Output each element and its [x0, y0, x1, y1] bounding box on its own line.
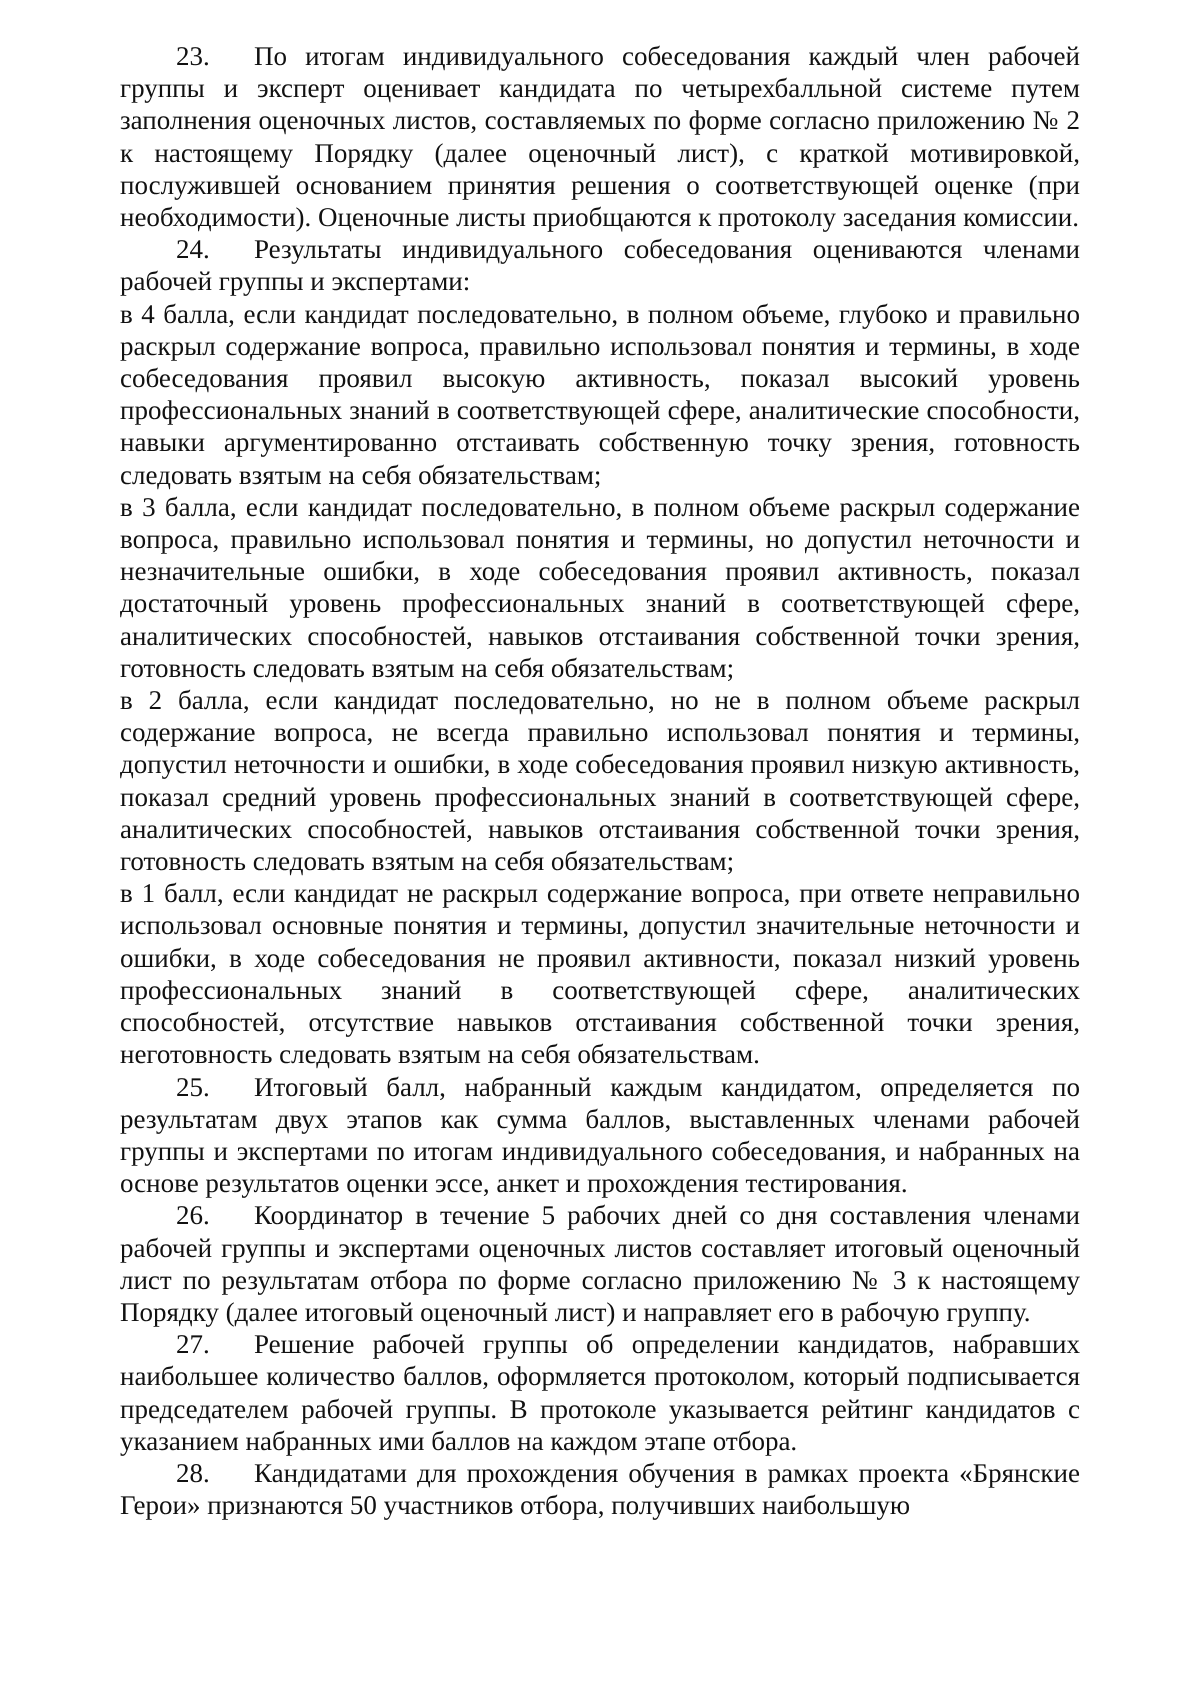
- grade-2-criteria: [120, 684, 1080, 877]
- document-page: [120, 40, 1080, 1521]
- paragraph-text: По итогам индивидуального собеседования каждый член рабочей группы и эксперт оценивает кандидата по четырехбалльной системе путем заполнения оценочных листов, составляемых по форме согласно приложению № 2 к настоящему Порядку (далее оценочный лист), с краткой мотивировкой, послужившей основанием принятия решения о соответствующей оценке (при необходимости). Оценочные листы приобщаются к протоколу заседания комиссии.: [120, 41, 1080, 233]
- paragraph-23: [120, 40, 1080, 233]
- paragraph-text: Кандидатами для прохождения обучения в рамках проекта «Брянские Герои» признаются 50 участников отбора, получивших наибольшую: [120, 1457, 1080, 1521]
- paragraph-text: в 3 балла, если кандидат последовательно, в полном объеме раскрыл содержание вопроса, правильно использовал понятия и термины, но допустил неточности и незначительные ошибки, в ходе собеседования проявил активность, показал достаточный уровень профессиональных знаний в соответствующей сфере, аналитических способностей, навыков отстаивания собственной точки зрения, готовность следовать взятым на себя обязательствам;: [120, 491, 1080, 683]
- grade-1-criteria: [120, 877, 1080, 1070]
- paragraph-number: 26.: [176, 1200, 210, 1231]
- paragraph-number: 25.: [176, 1071, 210, 1102]
- paragraph-26: [120, 1199, 1080, 1328]
- grade-4-criteria: [120, 298, 1080, 491]
- paragraph-24: [120, 233, 1080, 297]
- paragraph-27: [120, 1328, 1080, 1457]
- grade-3-criteria: [120, 491, 1080, 684]
- paragraph-number: 28.: [176, 1457, 210, 1488]
- paragraph-number: 27.: [176, 1329, 210, 1360]
- paragraph-text: Координатор в течение 5 рабочих дней со дня составления членами рабочей группы и экспертами оценочных листов составляет итоговый оценочный лист по результатам отбора по форме согласно приложению № 3 к настоящему Порядку (далее итоговый оценочный лист) и направляет его в рабочую группу.: [120, 1200, 1080, 1327]
- paragraph-text: в 2 балла, если кандидат последовательно, но не в полном объеме раскрыл содержание вопроса, не всегда правильно использовал понятия и термины, допустил неточности и ошибки, в ходе собеседования проявил низкую активность, показал средний уровень профессиональных знаний в соответствующей сфере, аналитических способностей, навыков отстаивания собственной точки зрения, готовность следовать взятым на себя обязательствам;: [120, 685, 1080, 877]
- paragraph-number: 23.: [176, 41, 210, 71]
- paragraph-text: в 4 балла, если кандидат последовательно, в полном объеме, глубоко и правильно раскрыл содержание вопроса, правильно использовал понятия и термины, в ходе собеседования проявил высокую активность, показал высокий уровень профессиональных знаний в соответствующей сфере, аналитические способности, навыки аргументированно отстаивать собственную точку зрения, готовность следовать взятым на себя обязательствам;: [120, 298, 1080, 490]
- paragraph-text: Итоговый балл, набранный каждым кандидатом, определяется по результатам двух этапов как сумма баллов, выставленных членами рабочей группы и экспертами по итогам индивидуального собеседования, и набранных на основе результатов оценки эссе, анкет и прохождения тестирования.: [120, 1071, 1080, 1199]
- paragraph-text: Результаты индивидуального собеседования оцениваются членами рабочей группы и экспертами:: [120, 234, 1080, 297]
- paragraph-text: Решение рабочей группы об определении кандидатов, набравших наибольшее количество баллов, оформляется протоколом, который подписывается председателем рабочей группы. В протоколе указывается рейтинг кандидатов с указанием набранных ими баллов на каждом этапе отбора.: [120, 1329, 1080, 1456]
- paragraph-text: в 1 балл, если кандидат не раскрыл содержание вопроса, при ответе неправильно использовал основные понятия и термины, допустил значительные неточности и ошибки, в ходе собеседования не проявил активности, показал низкий уровень профессиональных знаний в соответствующей сфере, аналитических способностей, отсутствие навыков отстаивания собственной точки зрения, неготовность следовать взятым на себя обязательствам.: [120, 878, 1080, 1070]
- paragraph-25: [120, 1071, 1080, 1200]
- paragraph-number: 24.: [176, 234, 210, 265]
- paragraph-28: [120, 1457, 1080, 1521]
